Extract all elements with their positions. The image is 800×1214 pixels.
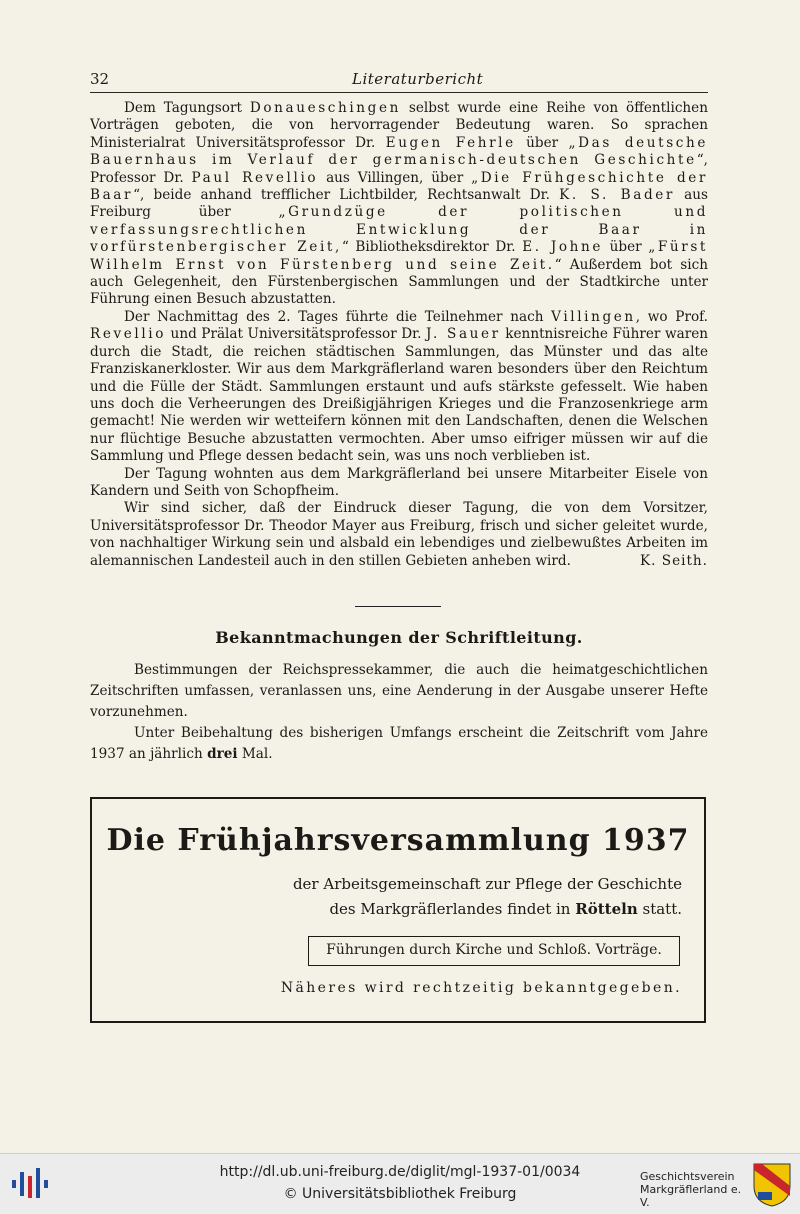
viewer-footer <box>0 1153 800 1214</box>
society-name: Geschichtsverein Markgräflerland e. V. <box>640 1170 742 1209</box>
announcement-line-2: des Markgräflerlandes findet in Rötteln statt. <box>329 900 682 918</box>
permalink-link[interactable]: http://dl.ub.uni-freiburg.de/diglit/mgl-1937-01/0034 <box>219 1164 581 1180</box>
conference-report <box>90 100 708 570</box>
coat-of-arms-icon <box>752 1162 792 1208</box>
copyright-notice: © Universitätsbibliothek Freiburg <box>283 1186 517 1202</box>
meeting-announcement <box>90 797 706 1023</box>
page-number: 32 <box>90 70 110 88</box>
notice-paragraph-2: Unter Beibehaltung des bisherigen Umfangs erscheint die Zeitschrift vom Jahre 1937 an jährlich drei Mal. <box>90 725 708 762</box>
running-head <box>90 70 708 93</box>
report-paragraph-2: Der Nachmittag des 2. Tages führte die Teilnehmer nach Villingen, wo Prof. Revellio und Prälat Universitätsprofessor Dr. J. Sauer kenntnisreiche Führer waren durch die Stadt, die reichen städtischen Sammlungen, das Münster und das alte Franziskanerkloster. Wir aus dem Markgräflerland waren besonders über den Reichtum und die Fülle der Städt. Sammlungen erstaunt und aufs stärkste gefesselt. Wie haben uns doch die Verheerungen des Dreißigjährigen Krieges und die Franzosenkriege arm gemacht! Nie werden wir wetteifern können mit den Landschaften, denen die Welschen nur flüchtige Besuche abzustatten vermochten. Aber umso eifriger müssen wir auf die Sammlung und Pflege dessen bedacht sein, was uns noch verblieben ist. <box>90 308 709 465</box>
announcement-footer: Näheres wird rechtzeitig bekanntgegeben. <box>280 980 682 996</box>
announcement-headline: Die Frühjahrsversammlung 1937 <box>106 823 690 858</box>
running-title: Literaturbericht <box>352 70 484 88</box>
notices-text <box>90 660 708 765</box>
notices-heading: Bekanntmachungen der Schriftleitung. <box>215 628 583 647</box>
announcement-tours-box: Führungen durch Kirche und Schloß. Vorträge. <box>308 936 680 966</box>
report-paragraph-1: Dem Tagungsort Donaueschingen selbst wurde eine Reihe von öffentlichen Vorträgen geboten, die von hervorragender Bedeutung waren. So sprachen Ministerialrat Universitätsprofessor Dr. Eugen Fehrle über „Das deutsche Bauernhaus im Verlauf der germanisch-deutschen Geschichte“, Professor Dr. Paul Revellio aus Villingen, über „Die Frühgeschichte der Baar“, beide anhand trefflicher Lichtbilder, Rechtsanwalt Dr. K. S. Bader aus Freiburg über „Grundzüge der politischen und verfassungsrechtlichen Entwicklung der Baar in vorfürstenbergischer Zeit,“ Bibliotheksdirektor Dr. E. Johne über „Fürst Wilhelm Ernst von Fürstenberg und seine Zeit.“ Außerdem bot sich auch Gelegenheit, den Fürstenbergischen Sammlungen und der Stadtkirche unter Führung einen Besuch abzustatten. <box>90 100 708 308</box>
author-signature: K. Seith. <box>639 552 708 569</box>
report-paragraph-4: Wir sind sicher, daß der Eindruck dieser Tagung, die von dem Vorsitzer, Universitätsprofessor Dr. Theodor Mayer aus Freiburg, frisch und sicher geleitet wurde, von nachhaltiger Wirkung sein und alsbald ein lebendiges und zielbewußtes Arbeiten im alemannischen Landesteil auch in den stillen Gebieten anheben wird. K. Seith. <box>90 500 708 569</box>
announcement-line-1: der Arbeitsgemeinschaft zur Pflege der Geschichte <box>292 875 682 893</box>
report-paragraph-3: Der Tagung wohnten aus dem Markgräflerland bei unsere Mitarbeiter Eisele von Kandern und Seith von Schopfheim. <box>90 465 708 499</box>
section-divider <box>355 606 441 607</box>
notice-paragraph-1: Bestimmungen der Reichspressekammer, die auch die heimatgeschichtlichen Zeitschriften umfassen, veranlassen uns, eine Aenderung in der Ausgabe unserer Hefte vorzunehmen. <box>90 662 708 720</box>
